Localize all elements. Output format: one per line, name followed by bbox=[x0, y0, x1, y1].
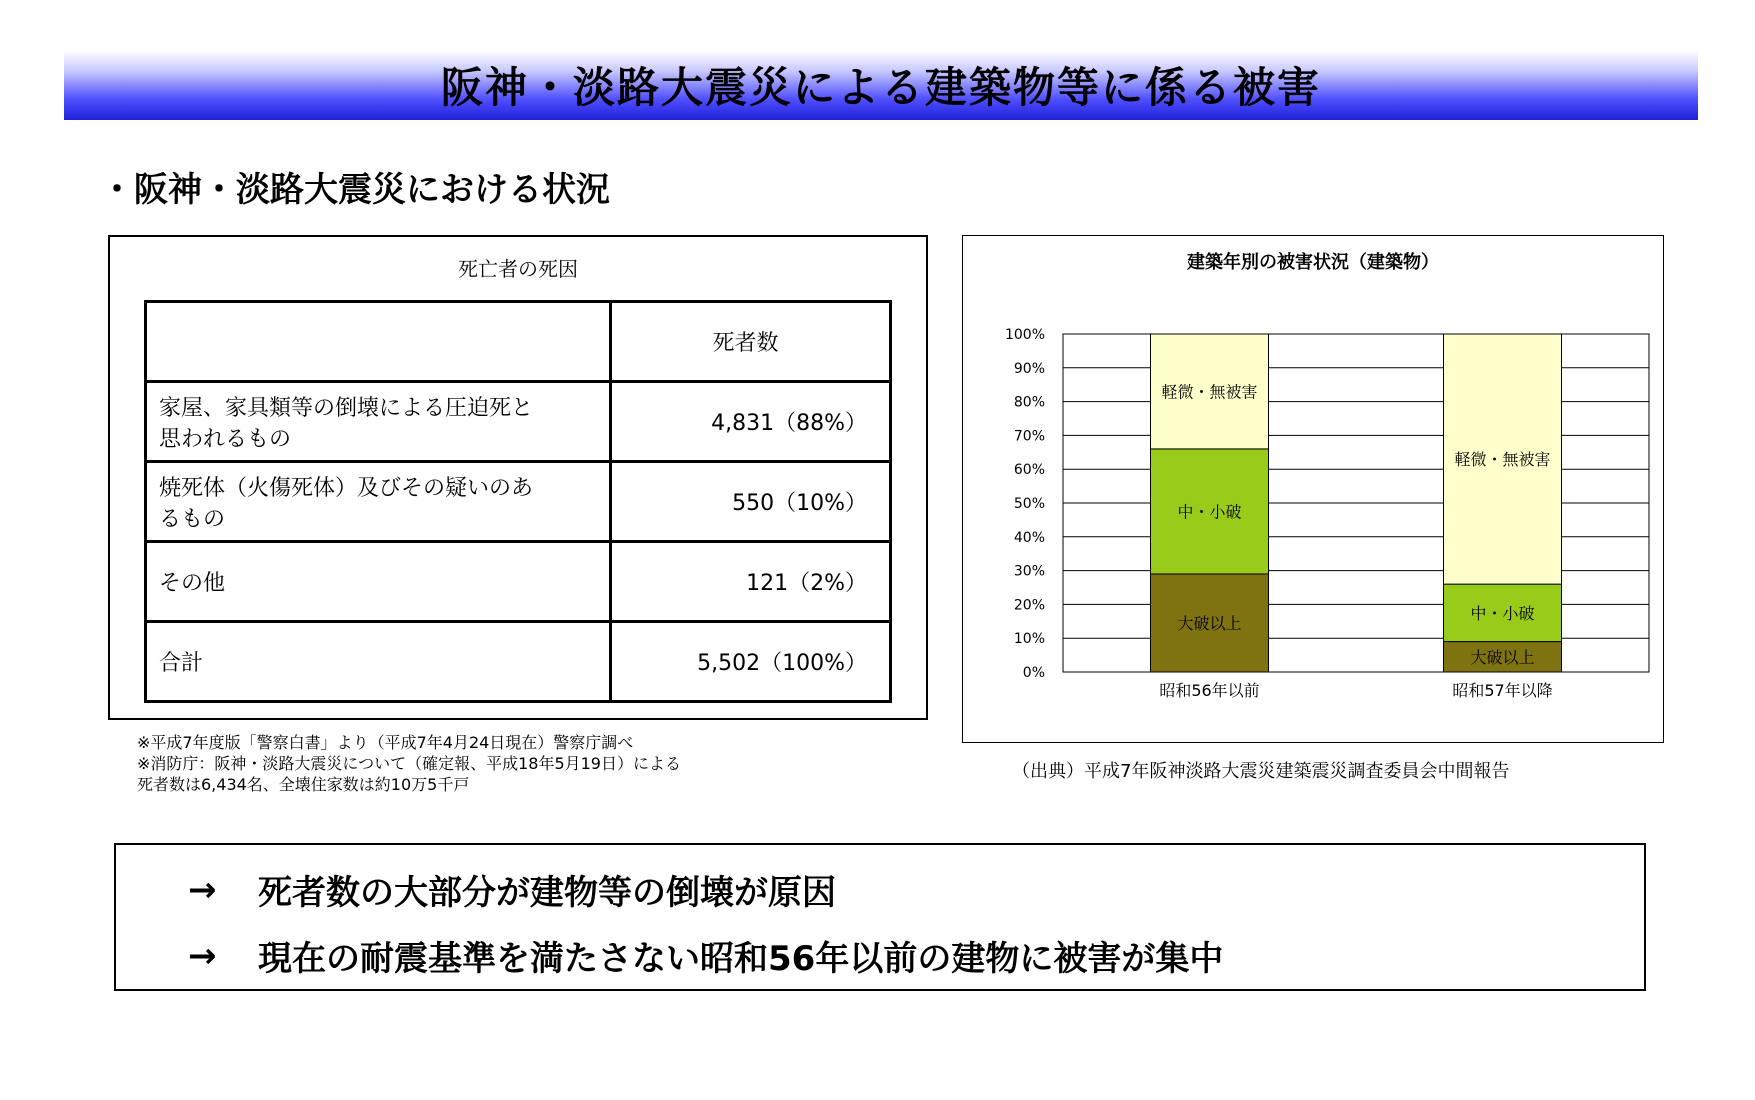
row-label bbox=[146, 622, 611, 702]
y-tick-label: 20% bbox=[1013, 597, 1045, 614]
deaths-panel bbox=[108, 235, 928, 720]
row-value: 121（2%） bbox=[611, 542, 891, 622]
note-line: 死者数は6,434名、全壊住家数は約10万5千戸 bbox=[137, 775, 470, 794]
deaths-table-title: 死亡者の死因 bbox=[458, 257, 578, 281]
row-value: 550（10%） bbox=[611, 462, 891, 542]
table-header-label bbox=[146, 302, 611, 382]
conclusion-text: 死者数の大部分が建物等の倒壊が原因 bbox=[258, 873, 836, 913]
conclusion-text: 現在の耐震基準を満たさない昭和56年以前の建物に被害が集中 bbox=[258, 939, 1224, 979]
x-tick-label: 昭和56年以前 bbox=[1159, 681, 1260, 700]
chart-panel bbox=[962, 235, 1664, 743]
y-tick-label: 50% bbox=[1013, 496, 1045, 512]
table-header-row bbox=[146, 302, 891, 382]
y-tick-label: 70% bbox=[1013, 428, 1045, 445]
notes bbox=[137, 732, 681, 795]
note-line: ※消防庁：阪神・淡路大震災について（確定報、平成18年5月19日）による bbox=[137, 754, 681, 773]
row-value: 5,502（100%） bbox=[611, 622, 891, 702]
y-tick-label: 80% bbox=[1013, 394, 1045, 411]
row-label-line: 思われるもの bbox=[159, 426, 292, 452]
row-label-line: 焼死体（火傷死体）及びその疑いのあ bbox=[159, 475, 534, 501]
data-label: 大破以上 bbox=[1470, 647, 1535, 667]
data-label: 大破以上 bbox=[1177, 613, 1242, 633]
section-heading: ・阪神・淡路大震災における状況 bbox=[100, 170, 610, 210]
damage-chart bbox=[963, 236, 1663, 742]
source-note: （出典）平成7年阪神淡路大震災建築震災調査委員会中間報告 bbox=[1012, 761, 1510, 782]
data-label: 中・小破 bbox=[1177, 502, 1242, 522]
note-line: ※平成7年度版「警察白書」より（平成7年4月24日現在）警察庁調べ bbox=[137, 733, 634, 752]
conclusion-item bbox=[188, 931, 1223, 980]
x-tick-label: 昭和57年以降 bbox=[1452, 681, 1553, 700]
data-label: 軽微・無被害 bbox=[1454, 450, 1551, 470]
y-tick-label: 60% bbox=[1013, 462, 1045, 479]
table-header-value: 死者数 bbox=[611, 302, 891, 382]
row-label-line: その他 bbox=[159, 571, 226, 596]
row-value: 4,831（88%） bbox=[611, 382, 891, 462]
row-label-line: るもの bbox=[159, 506, 226, 532]
y-tick-label: 90% bbox=[1013, 360, 1045, 377]
y-tick-label: 0% bbox=[1022, 665, 1045, 681]
data-label: 中・小破 bbox=[1470, 603, 1535, 623]
row-label bbox=[146, 382, 611, 462]
arrow-icon: → bbox=[188, 935, 217, 976]
y-tick-label: 30% bbox=[1013, 563, 1045, 580]
deaths-table bbox=[144, 300, 892, 703]
conclusion-item bbox=[188, 865, 836, 914]
y-tick-label: 40% bbox=[1013, 529, 1045, 546]
row-label-line: 合計 bbox=[159, 651, 204, 676]
row-label bbox=[146, 462, 611, 542]
row-label bbox=[146, 542, 611, 622]
conclusion-box bbox=[114, 843, 1646, 991]
arrow-icon: → bbox=[188, 869, 217, 910]
table-row bbox=[146, 462, 891, 542]
data-label: 軽微・無被害 bbox=[1161, 382, 1258, 402]
y-tick-label: 10% bbox=[1013, 631, 1045, 648]
chart-title: 建築年別の被害状況（建築物） bbox=[1187, 252, 1439, 273]
y-tick-label: 100% bbox=[1004, 327, 1045, 343]
table-row bbox=[146, 382, 891, 462]
table-row-total bbox=[146, 622, 891, 702]
table-row bbox=[146, 542, 891, 622]
title-banner bbox=[64, 50, 1698, 120]
row-label-line: 家屋、家具類等の倒壊による圧迫死と bbox=[159, 395, 534, 421]
page-title: 阪神・淡路大震災による建築物等に係る被害 bbox=[440, 63, 1321, 112]
